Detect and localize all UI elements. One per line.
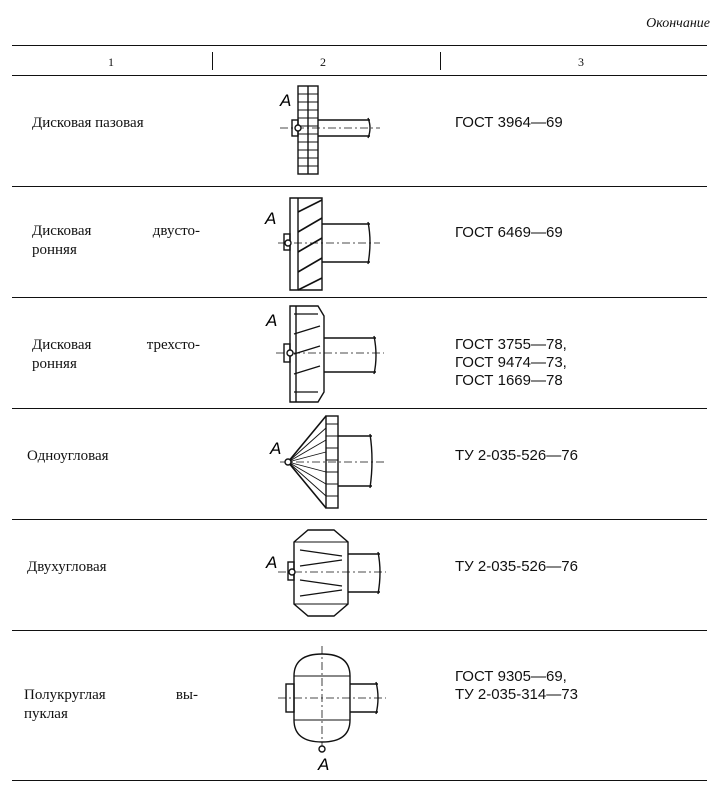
header-col-3: 3	[578, 55, 584, 69]
cutter-name-row-1: Дисковая пазовая	[32, 115, 144, 131]
standard-row-2: ГОСТ 6469—69	[455, 224, 563, 241]
cutter-name-row-5: Двухугловая	[27, 559, 107, 575]
two-side-cutter-drawing	[250, 190, 400, 300]
slot-cutter-drawing	[250, 80, 400, 190]
standard-row-3: ГОСТ 3755—78, ГОСТ 9474—73, ГОСТ 1669—78	[455, 336, 567, 389]
point-a-label: A	[266, 311, 278, 330]
three-side-cutter-drawing	[250, 300, 400, 410]
header-bottom-rule	[12, 75, 707, 76]
header-divider-2	[440, 52, 441, 70]
table-top-rule	[12, 45, 707, 46]
convex-half-round-cutter-drawing	[250, 646, 400, 776]
cutter-name-row-6: Полукруглая вы- пуклая	[24, 687, 198, 722]
cutter-name-row-4: Одноугловая	[27, 448, 109, 464]
header-col-1: 1	[108, 55, 114, 69]
point-a-label: A	[280, 91, 292, 110]
standard-row-4: ТУ 2-035-526—76	[455, 447, 578, 464]
point-a-label: A	[265, 209, 277, 228]
header-divider-1	[212, 52, 213, 70]
table-bottom-rule	[12, 780, 707, 781]
continuation-caption: Окончание	[646, 16, 710, 31]
point-a-label: A	[318, 755, 330, 774]
point-a-label: A	[266, 553, 278, 572]
double-angle-cutter-drawing	[250, 520, 400, 630]
cutter-name-row-2: Дисковая двусто- ронняя	[32, 223, 200, 258]
cutter-name-row-3: Дисковая трехсто- ронняя	[32, 337, 200, 372]
point-a-label: A	[270, 439, 282, 458]
header-col-2: 2	[320, 55, 326, 69]
single-angle-cutter-drawing	[250, 410, 400, 520]
standard-row-6: ГОСТ 9305—69, ТУ 2-035-314—73	[455, 668, 578, 703]
standard-row-5: ТУ 2-035-526—76	[455, 558, 578, 575]
standard-row-1: ГОСТ 3964—69	[455, 114, 563, 131]
row-separator	[12, 630, 707, 631]
